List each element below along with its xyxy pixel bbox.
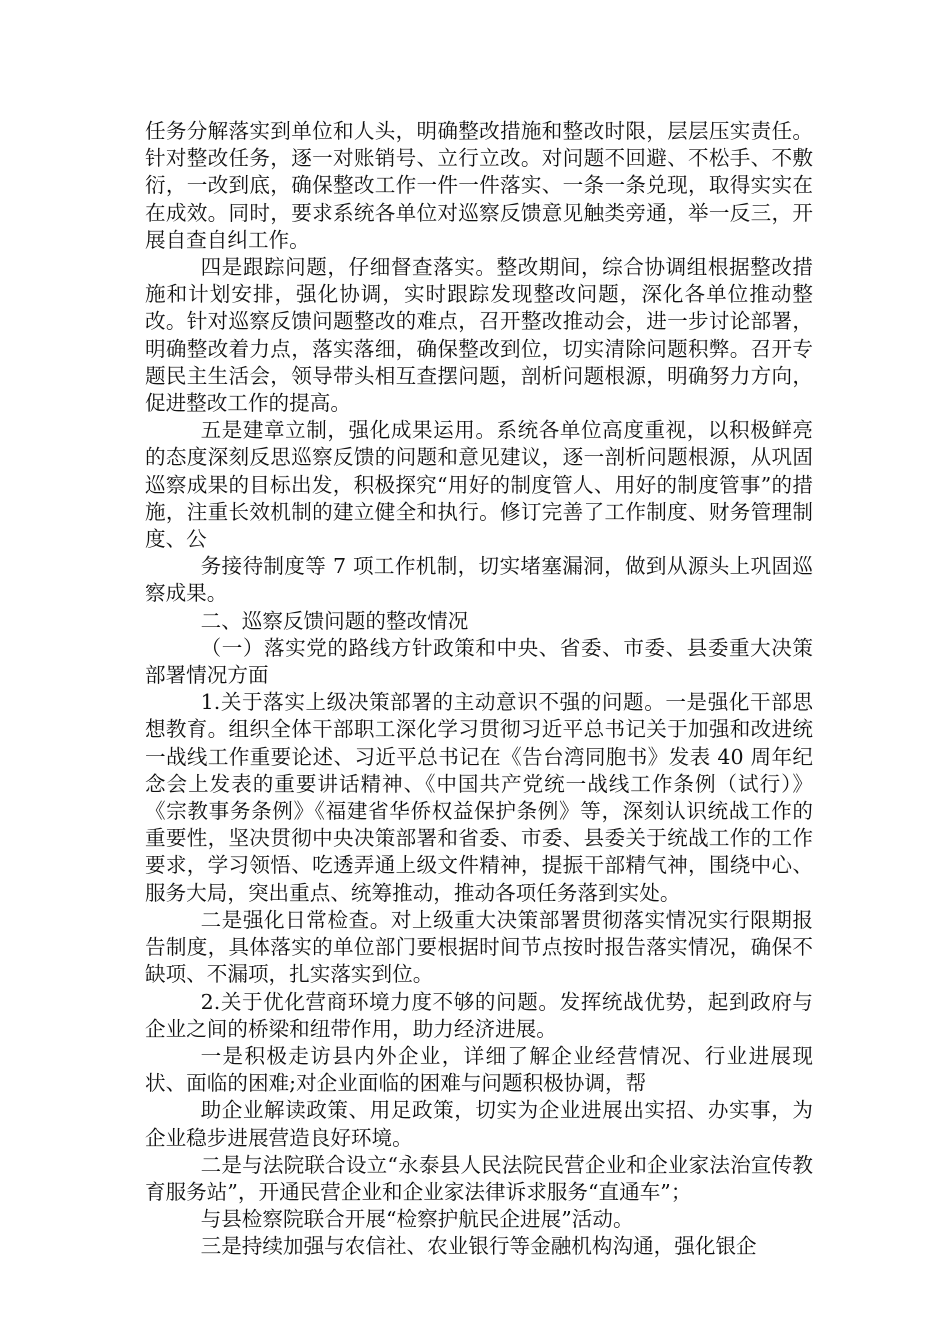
paragraph-help-enterprises: 助企业解读政策、用足政策，切实为企业进展出实招、办实事，为企业稳步进展营造良好环境。 [145,1098,813,1150]
paragraph-tracking-issues: 四是跟踪问题，仔细督查落实。整改期间，综合协调组根据整改措施和计划安排，强化协调，实时跟踪发现整改问题，深化各单位推动整改。针对巡察反馈问题整改的难点，召开整改推动会，进一步讨论部署，明确整改着力点，落实落细，确保整改到位，切实清除问题积弊。召开专题民主生活会，领导带头相互查摆问题，剖析问题根源，明确努力方向，促进整改工作的提高。 [145,255,813,416]
paragraph-visit-enterprises: 一是积极走访县内外企业，详细了解企业经营情况、行业进展现状、面临的困难;对企业面临的困难与问题积极协调，帮 [145,1043,813,1096]
paragraph-task-breakdown: 任务分解落实到单位和人头，明确整改措施和整改时限，层层压实责任。针对整改任务，逐一对账销号、立行立改。对问题不回避、不松手、不敷衍，一改到底，确保整改工作一件一件落实、一条一条兑现，取得实实在在成效。同时，要求系统各单位对巡察反馈意见触类旁通，举一反三，开展自查自纠工作。 [145,119,813,252]
paragraph-procuratorate-activity: 与县检察院联合开展“检察护航民企进展”活动。 [200,1207,634,1232]
subsection-heading-policy: （一）落实党的路线方针政策和中央、省委、市委、县委重大决策部署情况方面 [145,635,813,688]
paragraph-item-2-business-environment: 2.关于优化营商环境力度不够的问题。发挥统战优势，起到政府与企业之间的桥梁和纽带作用，助力经济进展。 [145,989,813,1041]
section-heading-rectification: 二、巡察反馈问题的整改情况 [200,608,469,633]
paragraph-daily-inspection: 二是强化日常检查。对上级重大决策部署贯彻落实情况实行限期报告制度，具体落实的单位部门要根据时间节点按时报告落实情况，确保不缺项、不漏项，扎实落实到位。 [145,907,813,987]
paragraph-item-1-decision-awareness: 1.关于落实上级决策部署的主动意识不强的问题。一是强化干部思想教育。组织全体干部职工深化学习贯彻习近平总书记关于加强和改进统一战线工作重要论述、习近平总书记在《告台湾同胞书》发表 40 周年纪念会上发表的重要讲话精神、《中国共产党统一战线工作条例（试行）》《宗教事务条例》《福建省华侨权益保护条例》等，深刻认识统战工作的重要性，坚决贯彻中央决策部署和省委、市委、县委关于统战工作的工作要求，学习领悟、吃透弄通上级文件精神，提振干部精气神，围绕中心、服务大局，突出重点、统筹推动，推动各项任务落到实处。 [145,690,813,905]
paragraph-financial-institutions: 三是持续加强与农信社、农业银行等金融机构沟通，强化银企 [200,1234,757,1259]
document-page [145,118,813,1261]
paragraph-reception-system: 务接待制度等 7 项工作机制，切实堵塞漏洞，做到从源头上巩固巡察成果。 [145,554,813,606]
paragraph-rule-building: 五是建章立制，强化成果运用。系统各单位高度重视，以积极鲜亮的态度深刻反思巡察反馈的问题和意见建议，逐一剖析问题根源，从巩固巡察成果的目标出发，积极探究“用好的制度管人、用好的制度管事”的措施，注重长效机制的建立健全和执行。修订完善了工作制度、财务管理制度、公 [145,418,813,552]
paragraph-court-service-station: 二是与法院联合设立“永泰县人民法院民营企业和企业家法治宣传教育服务站”，开通民营企业和企业家法律诉求服务“直通车”； [145,1152,813,1204]
